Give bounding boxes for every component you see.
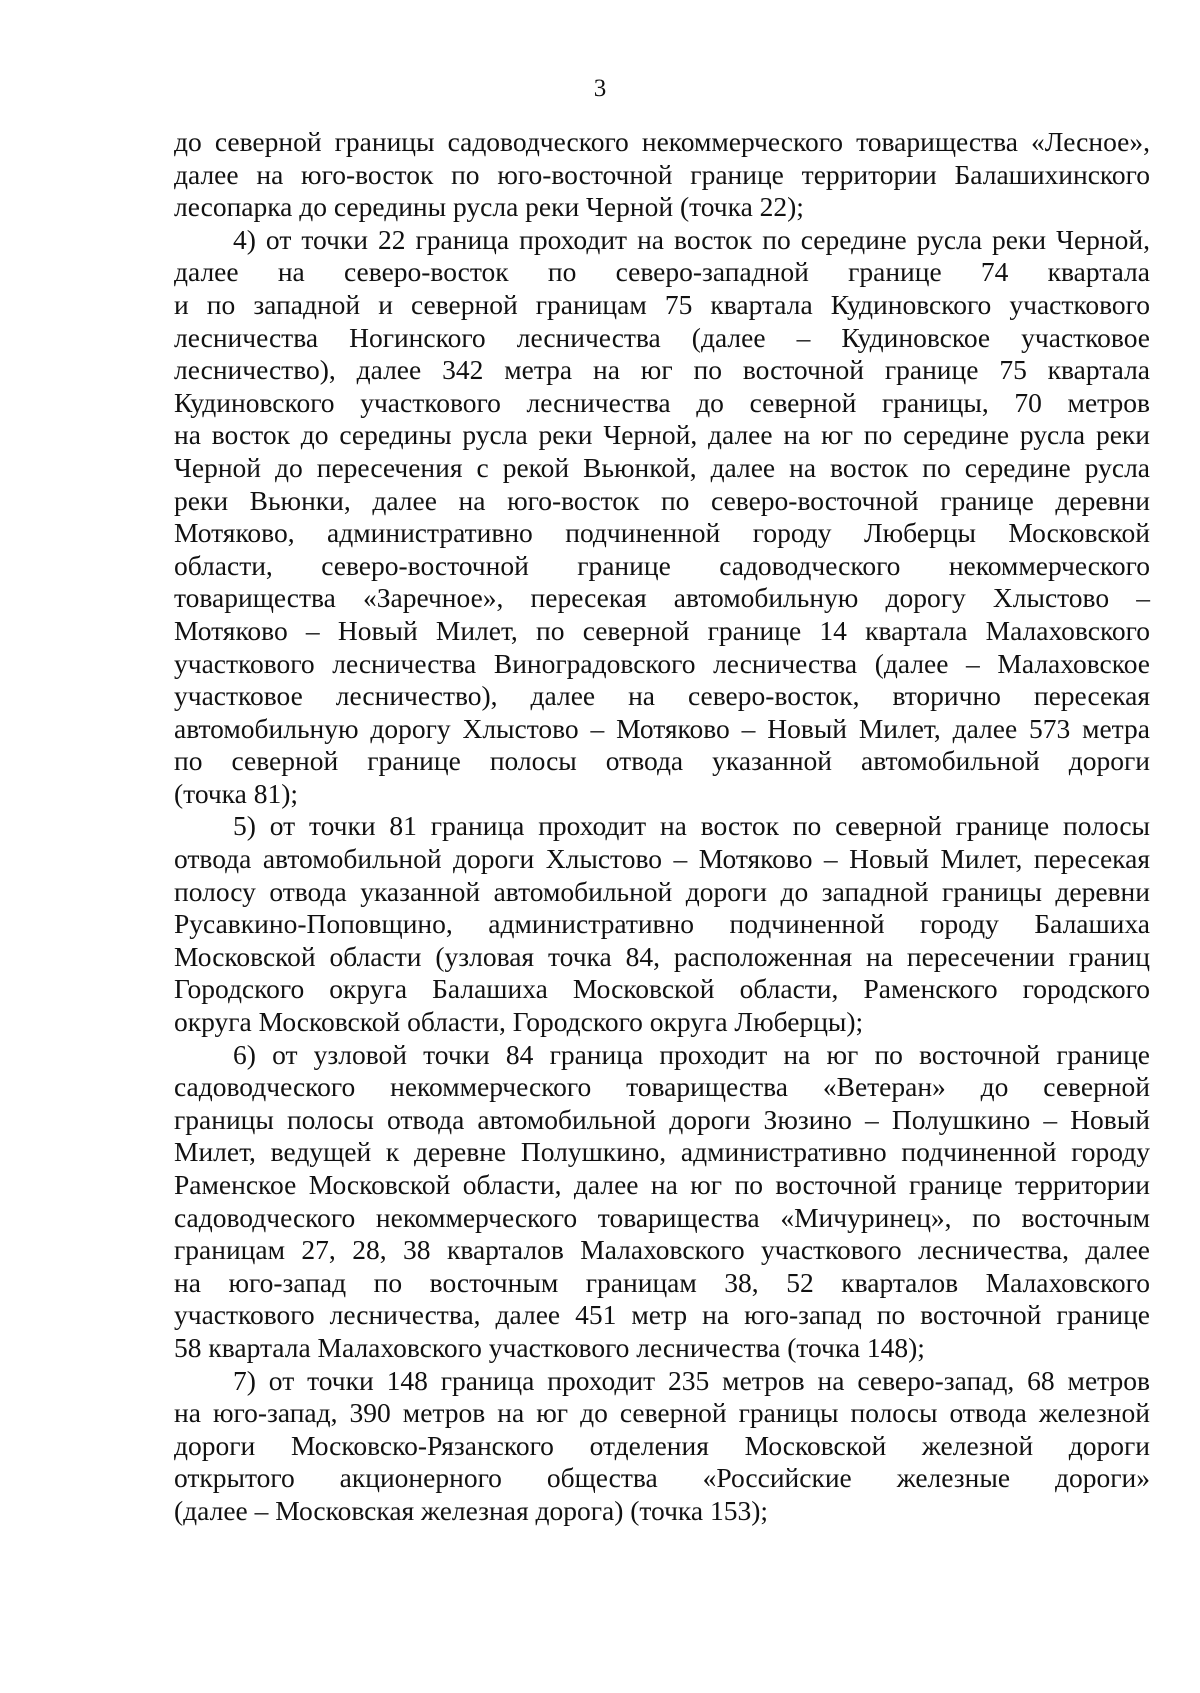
paragraph-item-6 xyxy=(174,1039,1150,1365)
text-line: границам 27, 28, 38 кварталов Малаховского участкового лесничества, далее xyxy=(174,1234,1150,1266)
text-line: (точка 81); xyxy=(174,777,299,809)
text-line: открытого акционерного общества «Российские железные дороги» xyxy=(174,1462,1150,1494)
text-line: отвода автомобильной дороги Хлыстово – Мотяково – Новый Милет, пересекая xyxy=(174,843,1150,875)
text-line: на юго-запад по восточным границам 38, 52 кварталов Малаховского xyxy=(174,1266,1150,1298)
paragraph-item-7 xyxy=(174,1365,1150,1528)
document-body xyxy=(174,126,1150,1528)
page-number: 3 xyxy=(593,75,607,102)
text-line: до северной границы садоводческого некоммерческого товарищества «Лесное», xyxy=(174,126,1150,157)
text-line: 58 квартала Малаховского участкового лесничества (точка 148); xyxy=(174,1331,925,1363)
text-line: лесничество), далее 342 метра на юг по восточной границе 75 квартала xyxy=(174,354,1150,386)
text-line: округа Московской области, Городского округа Люберцы); xyxy=(174,1006,864,1038)
text-line: дороги Московско-Рязанского отделения Московской железной дороги xyxy=(174,1429,1150,1461)
text-line: 7) от точки 148 граница проходит 235 метров на северо-запад, 68 метров xyxy=(233,1364,1150,1396)
text-line: Русавкино-Поповщино, административно подчиненной городу Балашиха xyxy=(174,908,1150,940)
text-line: участкового лесничества, далее 451 метр на юго-запад по восточной границе xyxy=(174,1299,1150,1331)
text-line: Мотяково – Новый Милет, по северной границе 14 квартала Малаховского xyxy=(174,614,1150,646)
text-line: садоводческого некоммерческого товарищества «Мичуринец», по восточным xyxy=(174,1201,1150,1233)
text-line: границы полосы отвода автомобильной дороги Зюзино – Полушкино – Новый xyxy=(174,1103,1150,1135)
text-line: на восток до середины русла реки Черной, далее на юг по середине русла реки xyxy=(174,419,1150,451)
text-line: участкового лесничества Виноградовского лесничества (далее – Малаховское xyxy=(174,647,1150,679)
text-line: Черной до пересечения с рекой Вьюнкой, далее на восток по середине русла xyxy=(174,451,1150,483)
text-line: реки Вьюнки, далее на юго-восток по северо-восточной границе деревни xyxy=(174,484,1150,516)
text-line: лесничества Ногинского лесничества (далее – Кудиновское участковое xyxy=(174,321,1150,353)
paragraph-item-4 xyxy=(174,224,1150,811)
text-line: лесопарка до середины русла реки Черной (точка 22); xyxy=(174,191,804,223)
text-line: 6) от узловой точки 84 граница проходит на юг по восточной границе xyxy=(233,1038,1150,1070)
text-line: садоводческого некоммерческого товарищества «Ветеран» до северной xyxy=(174,1071,1150,1103)
text-line: далее на северо-восток по северо-западной границе 74 квартала xyxy=(174,256,1150,288)
text-line: Московской области (узловая точка 84, расположенная на пересечении границ xyxy=(174,940,1150,972)
text-line: 4) от точки 22 граница проходит на восток по середине русла реки Черной, xyxy=(233,223,1150,255)
text-line: Милет, ведущей к деревне Полушкино, административно подчиненной городу xyxy=(174,1136,1150,1168)
text-line: по северной границе полосы отвода указанной автомобильной дороги xyxy=(174,745,1150,777)
text-line: автомобильную дорогу Хлыстово – Мотяково – Новый Милет, далее 573 метра xyxy=(174,712,1150,744)
text-line: участковое лесничество), далее на северо-восток, вторично пересекая xyxy=(174,680,1150,712)
text-line: далее на юго-восток по юго-восточной границе территории Балашихинского xyxy=(174,158,1150,190)
text-line: Кудиновского участкового лесничества до северной границы, 70 метров xyxy=(174,386,1150,418)
text-line: и по западной и северной границам 75 квартала Кудиновского участкового xyxy=(174,288,1150,320)
text-line: товарищества «Заречное», пересекая автомобильную дорогу Хлыстово – xyxy=(174,582,1150,614)
text-line: области, северо-восточной границе садоводческого некоммерческого xyxy=(174,549,1150,581)
paragraph-item-5 xyxy=(174,810,1150,1038)
text-line: Раменское Московской области, далее на юг по восточной границе территории xyxy=(174,1169,1150,1200)
text-line: Мотяково, административно подчиненной городу Люберцы Московской xyxy=(174,517,1150,549)
paragraph-continuation xyxy=(174,126,1150,224)
text-line: на юго-запад, 390 метров на юг до северной границы полосы отвода железной xyxy=(174,1397,1150,1429)
text-line: (далее – Московская железная дорога) (точка 153); xyxy=(174,1494,768,1526)
text-line: 5) от точки 81 граница проходит на восток по северной границе полосы xyxy=(233,810,1150,842)
text-line: полосу отвода указанной автомобильной дороги до западной границы деревни xyxy=(174,875,1150,907)
text-line: Городского округа Балашиха Московской области, Раменского городского xyxy=(174,973,1150,1005)
